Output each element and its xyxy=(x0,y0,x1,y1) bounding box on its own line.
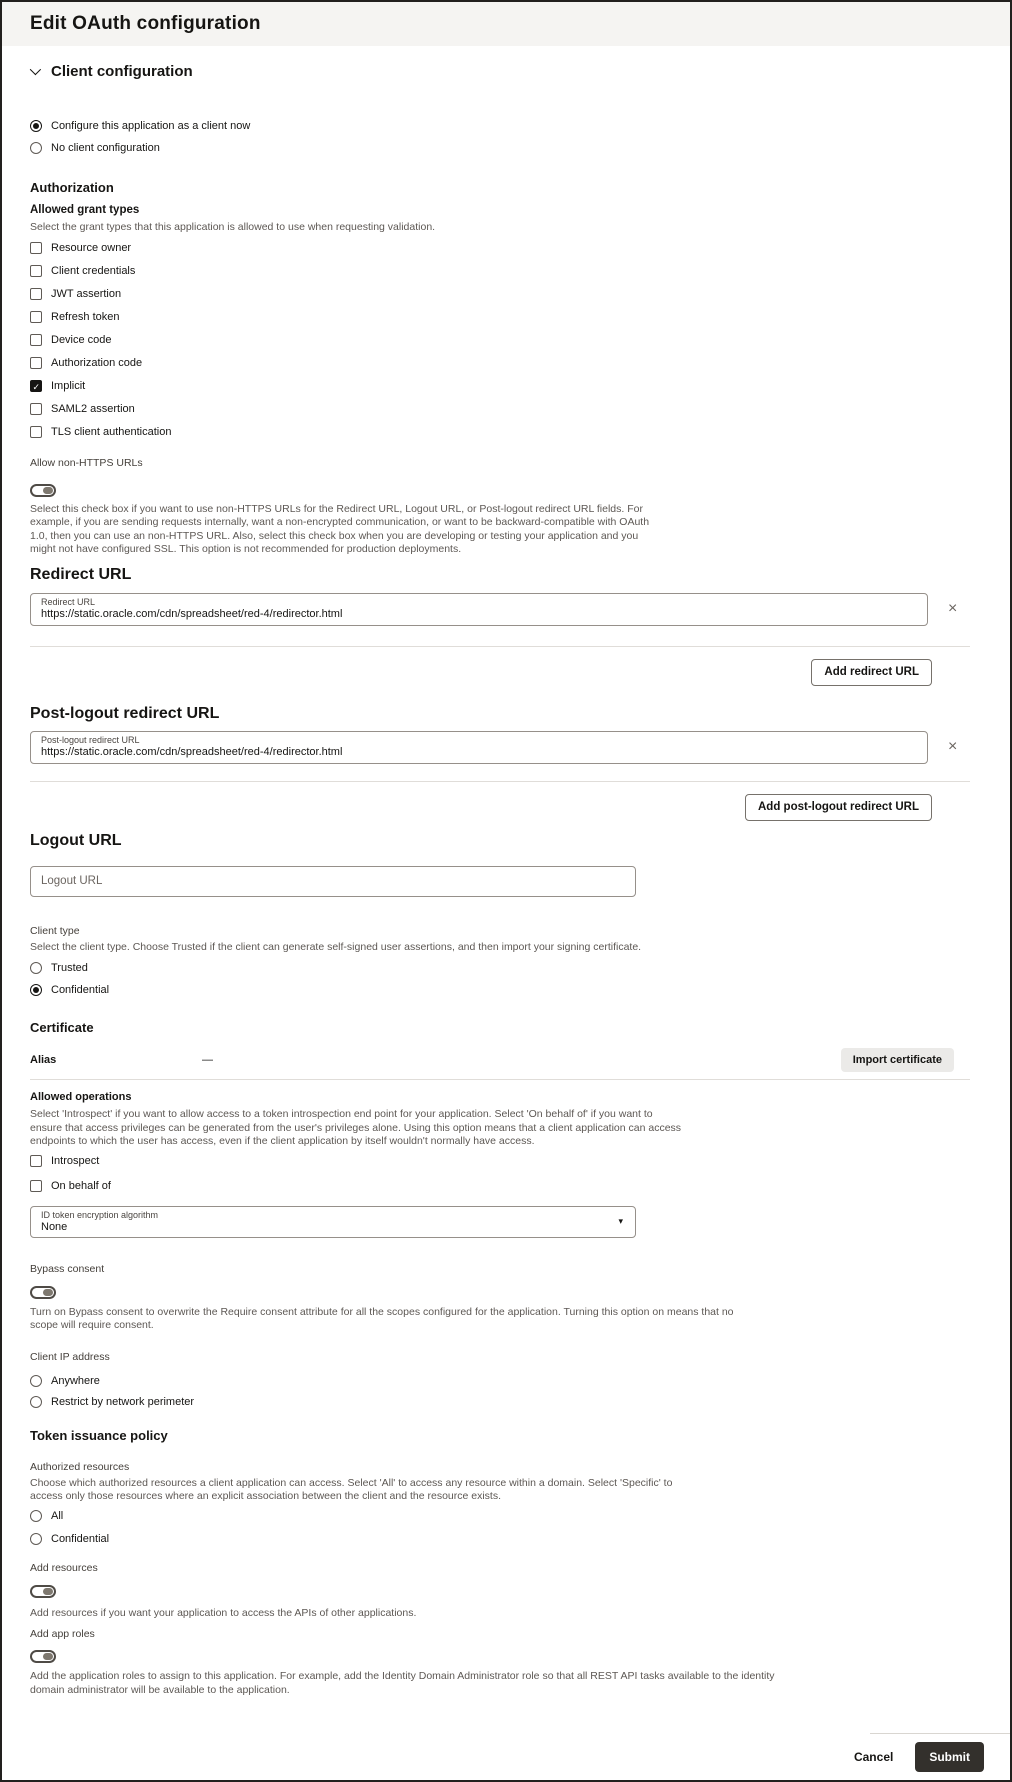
add-redirect-url-button[interactable]: Add redirect URL xyxy=(811,659,932,686)
checkbox-label: On behalf of xyxy=(51,1180,111,1192)
post-logout-url-field-label: Post-logout redirect URL xyxy=(41,735,140,745)
section-title: Client configuration xyxy=(51,62,193,80)
radio-option-row[interactable] xyxy=(30,1375,982,1388)
radio-option-row[interactable] xyxy=(30,1510,982,1523)
authorized-resources-description: Choose which authorized resources a client application can access. Select 'All' to access any resource within a domain. Select 'Specific' to access only those resources where an explicit association between the client and the resource exists. xyxy=(30,1476,673,1502)
radio-icon[interactable] xyxy=(30,142,42,154)
divider xyxy=(30,646,970,647)
alias-row xyxy=(30,1048,954,1072)
redirect-url-field-label: Redirect URL xyxy=(41,597,96,607)
logout-url-input[interactable] xyxy=(30,866,636,897)
allow-non-https-label: Allow non-HTTPS URLs xyxy=(30,456,143,469)
radio-label: No client configuration xyxy=(51,141,160,154)
bypass-consent-description: Turn on Bypass consent to overwrite the Require consent attribute for all the scopes configured for the application. Turning this option on means that no scope will require consent. xyxy=(30,1305,734,1331)
radio-label: Confidential xyxy=(51,1533,110,1545)
checkbox-label: TLS client authentication xyxy=(51,426,172,438)
radio-option-row[interactable] xyxy=(30,119,982,132)
checkbox-row[interactable] xyxy=(30,1180,982,1193)
radio-icon[interactable] xyxy=(30,1510,42,1522)
add-app-roles-description: Add the application roles to assign to this application. For example, add the Identity Domain Administrator role so that all REST API tasks available to the identity domain administrator will be available to the application. xyxy=(30,1670,775,1696)
checkbox-row[interactable] xyxy=(30,426,982,439)
checkbox-icon[interactable] xyxy=(30,380,42,392)
bypass-consent-label: Bypass consent xyxy=(30,1262,105,1275)
radio-icon[interactable] xyxy=(30,984,42,996)
checkbox-label: Resource owner xyxy=(51,242,132,254)
checkbox-label: JWT assertion xyxy=(51,288,122,300)
client-ip-radio-group xyxy=(30,1375,982,1409)
grant-types-description: Select the grant types that this application is allowed to use when requesting validation. xyxy=(30,221,436,233)
radio-icon[interactable] xyxy=(30,120,42,132)
radio-option-row[interactable] xyxy=(30,1396,982,1409)
checkbox-icon[interactable] xyxy=(30,1155,42,1167)
radio-icon[interactable] xyxy=(30,962,42,974)
add-resources-toggle[interactable] xyxy=(30,1585,56,1598)
id-token-encryption-value: None xyxy=(41,1220,68,1233)
allowed-operations-checkbox-group xyxy=(30,1155,982,1193)
radio-label: Configure this application as a client now xyxy=(51,119,251,132)
post-logout-url-row xyxy=(30,731,982,764)
radio-label: Trusted xyxy=(51,961,88,974)
client-configuration-section-header[interactable] xyxy=(30,60,982,82)
checkbox-row[interactable] xyxy=(30,334,982,347)
allow-non-https-toggle[interactable] xyxy=(30,484,56,497)
allowed-operations-label: Allowed operations xyxy=(30,1091,132,1103)
authorized-resources-radio-group xyxy=(30,1510,982,1546)
checkbox-label: Implicit xyxy=(51,380,86,392)
logout-url-heading: Logout URL xyxy=(30,831,122,849)
redirect-url-value: https://static.oracle.com/cdn/spreadsheet/red-4/redirector.html xyxy=(41,608,343,620)
checkbox-icon[interactable] xyxy=(30,426,42,438)
client-type-description: Select the client type. Choose Trusted if the client can generate self-signed user assertions, and then import your signing certificate. xyxy=(30,940,642,953)
bypass-consent-toggle[interactable] xyxy=(30,1286,56,1299)
radio-option-row[interactable] xyxy=(30,1533,982,1546)
id-token-encryption-select[interactable] xyxy=(30,1206,636,1238)
radio-label: Restrict by network perimeter xyxy=(51,1396,195,1408)
radio-icon[interactable] xyxy=(30,1533,42,1545)
page-header xyxy=(2,2,1010,46)
client-ip-label: Client IP address xyxy=(30,1350,110,1363)
checkbox-icon[interactable] xyxy=(30,242,42,254)
checkbox-row[interactable] xyxy=(30,357,982,370)
authorized-resources-label: Authorized resources xyxy=(30,1460,130,1473)
post-logout-url-value: https://static.oracle.com/cdn/spreadsheet/red-4/redirector.html xyxy=(41,746,343,758)
checkbox-label: Refresh token xyxy=(51,311,120,323)
add-post-logout-url-button[interactable]: Add post-logout redirect URL xyxy=(745,794,932,821)
checkbox-icon[interactable] xyxy=(30,334,42,346)
checkbox-icon[interactable] xyxy=(30,403,42,415)
checkbox-icon[interactable] xyxy=(30,265,42,277)
authorization-heading: Authorization xyxy=(30,180,114,195)
client-type-label: Client type xyxy=(30,924,80,937)
checkbox-row[interactable] xyxy=(30,265,982,278)
allow-non-https-description: Select this check box if you want to use non-HTTPS URLs for the Redirect URL, Logout URL, or Post-logout redirect URL fields. For example, if you are sending requests internally, want a non-encrypted communication, or want to be backward-compatible with OAuth 1.0, then you can use an non-HTTPS URL. Also, select this check box when you are developing or testing your application and you might not have configured SSL. This option is not recommended for production deployments. xyxy=(30,502,650,555)
add-app-roles-toggle[interactable] xyxy=(30,1650,56,1663)
checkbox-row[interactable] xyxy=(30,288,982,301)
add-app-roles-label: Add app roles xyxy=(30,1628,95,1640)
checkbox-row[interactable] xyxy=(30,403,982,416)
add-resources-description: Add resources if you want your application to access the APIs of other applications. xyxy=(30,1606,417,1619)
certificate-heading: Certificate xyxy=(30,1020,94,1035)
checkbox-label: Introspect xyxy=(51,1155,100,1167)
submit-button[interactable]: Submit xyxy=(915,1742,984,1772)
redirect-url-heading: Redirect URL xyxy=(30,565,132,583)
checkbox-row[interactable] xyxy=(30,311,982,324)
checkbox-row[interactable] xyxy=(30,380,982,393)
id-token-encryption-label: ID token encryption algorithm xyxy=(41,1209,159,1220)
radio-option-row[interactable] xyxy=(30,141,982,154)
import-certificate-button[interactable]: Import certificate xyxy=(841,1048,954,1072)
chevron-down-icon[interactable] xyxy=(30,64,41,75)
dropdown-caret-icon[interactable]: ▾ xyxy=(618,1216,623,1226)
grant-types-label: Allowed grant types xyxy=(30,204,140,216)
checkbox-icon[interactable] xyxy=(30,288,42,300)
add-resources-label: Add resources xyxy=(30,1561,98,1574)
grant-types-checkbox-group xyxy=(30,242,982,439)
checkbox-row[interactable] xyxy=(30,1155,982,1168)
radio-label: All xyxy=(51,1510,64,1522)
checkbox-icon[interactable] xyxy=(30,357,42,369)
footer xyxy=(854,1742,984,1772)
radio-label: Anywhere xyxy=(51,1375,100,1387)
checkbox-label: Authorization code xyxy=(51,357,143,369)
allowed-operations-description: Select 'Introspect' if you want to allow access to a token introspection end point for your application. Select 'On behalf of' if you want to ensure that access privileges can be generated from the user's privileges alone. Using this option means that a client application can access endpoints to which the user has access, even if the client application by itself wouldn't normally have access. xyxy=(30,1108,682,1147)
checkbox-row[interactable] xyxy=(30,242,982,255)
radio-icon[interactable] xyxy=(30,1396,42,1408)
radio-option-row[interactable] xyxy=(30,961,982,974)
radio-icon[interactable] xyxy=(30,1375,42,1387)
alias-value: — xyxy=(202,1054,213,1066)
checkbox-icon[interactable] xyxy=(30,1180,42,1192)
client-mode-radio-group xyxy=(30,119,982,154)
post-logout-url-clear-button[interactable]: × xyxy=(948,738,958,755)
checkbox-label: Device code xyxy=(51,334,112,346)
cancel-button[interactable]: Cancel xyxy=(853,1750,894,1764)
checkbox-label: SAML2 assertion xyxy=(51,403,135,415)
checkbox-icon[interactable] xyxy=(30,311,42,323)
client-type-radio-group xyxy=(30,961,982,996)
radio-label: Confidential xyxy=(51,983,110,996)
post-logout-redirect-url-heading: Post-logout redirect URL xyxy=(30,704,220,722)
post-logout-url-field[interactable] xyxy=(30,731,928,764)
divider xyxy=(30,781,970,782)
redirect-url-field[interactable] xyxy=(30,593,928,626)
page-title: Edit OAuth configuration xyxy=(30,13,261,34)
token-issuance-policy-heading: Token issuance policy xyxy=(30,1427,168,1443)
redirect-url-clear-button[interactable]: × xyxy=(948,600,958,617)
divider xyxy=(30,1079,970,1080)
checkbox-label: Client credentials xyxy=(51,265,136,277)
alias-label: Alias xyxy=(30,1054,57,1066)
footer-divider xyxy=(870,1733,1010,1734)
redirect-url-row xyxy=(30,593,982,626)
radio-option-row[interactable] xyxy=(30,983,982,996)
